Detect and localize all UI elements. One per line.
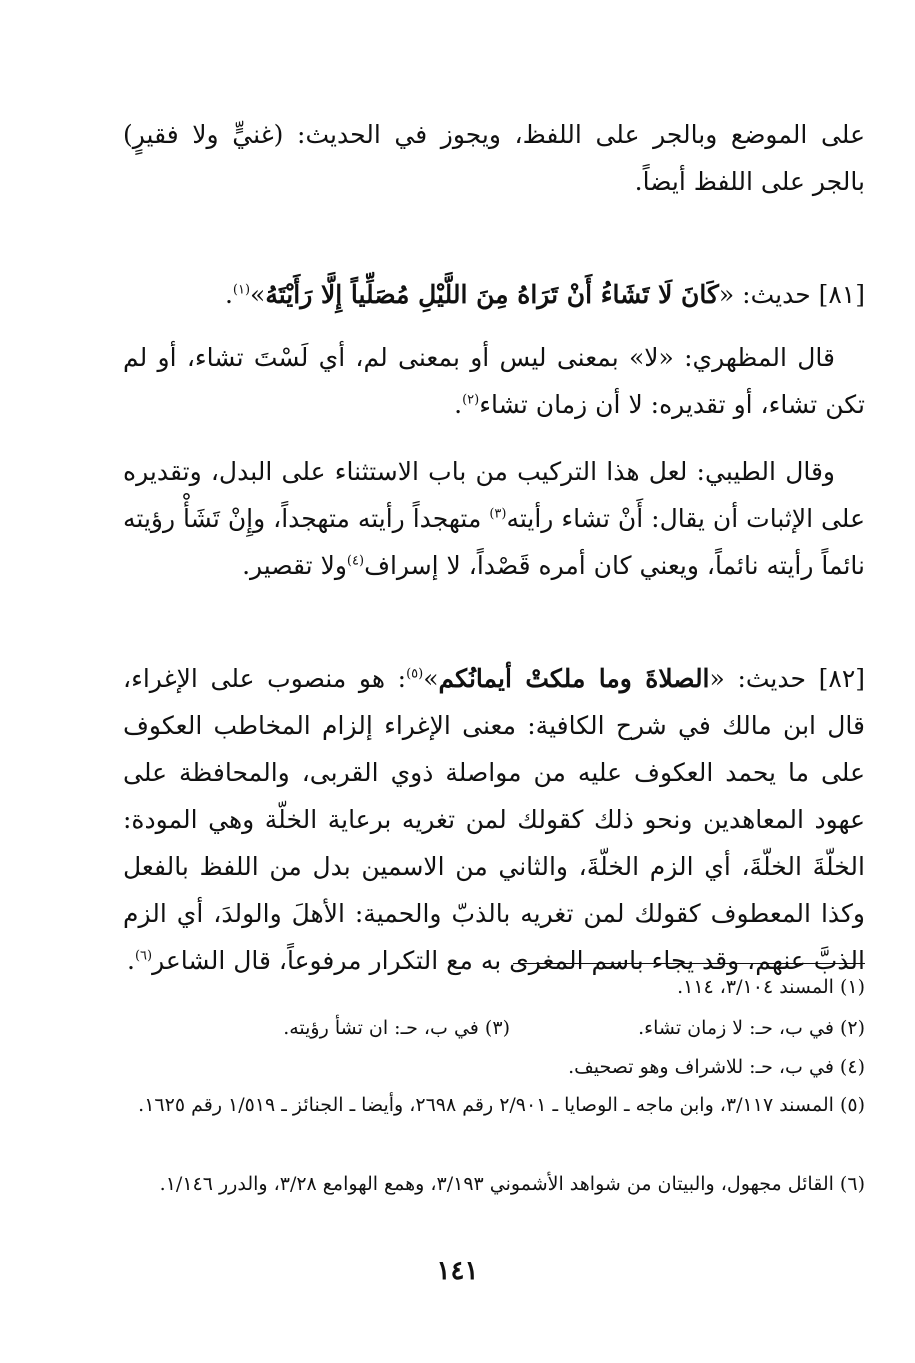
tibi-part1: وقال الطيبي: لعل هذا التركيب من باب الاستثناء على البدل، وتقديره على الإثبات أن يقال: أَنْ تشاء رأيته bbox=[123, 457, 865, 533]
footnote-ref-1: (١) bbox=[232, 282, 251, 298]
footnote-1: (١) المسند ٣/١٠٤، ١١٤. bbox=[677, 976, 865, 998]
paragraph-intro: على الموضع وبالجر على اللفظ، ويجوز في الحديث: (غنيٍّ ولا فقيرٍ) بالجر على اللفظ أيضاً. bbox=[123, 120, 865, 196]
mazhari-tail: . bbox=[454, 390, 463, 419]
paragraph-tibi bbox=[123, 448, 865, 589]
footnote-ref-6: (٦) bbox=[134, 948, 153, 964]
hadith-81-tail: . bbox=[224, 280, 233, 309]
hadith-81-text: كَانَ لَا تَشَاءُ أَنْ تَرَاهُ مِنَ اللَّيْلِ مُصَلِّياً إِلَّا رَأَيْتَهُ bbox=[265, 280, 719, 309]
hadith-82-tail: . bbox=[127, 946, 135, 975]
tibi-part3: ولا تقصير. bbox=[242, 551, 347, 580]
hadith-81 bbox=[123, 271, 865, 318]
footnote-2: (٢) في ب، حـ: لا زمان تشاء. bbox=[638, 1017, 865, 1039]
hadith-81-close: » bbox=[250, 280, 266, 309]
footnote-5: (٥) المسند ٣/١١٧، وابن ماجه ـ الوصايا ـ ٢/٩٠١ رقم ٢٦٩٨، وأيضا ـ الجنائز ـ ١/٥١٩ رقم ١٦٢٥. bbox=[138, 1094, 865, 1116]
hadith-82 bbox=[123, 655, 865, 984]
footnote-ref-5: (٥) bbox=[406, 666, 424, 682]
hadith-82-text: الصلاةَ وما ملكتْ أيمانُكم bbox=[438, 664, 710, 693]
footnote-divider bbox=[513, 963, 865, 964]
hadith-82-body: : هو منصوب على الإغراء، قال ابن مالك في شرح الكافية: معنى الإغراء إلزام المخاطب العكوف على ما يحمد العكوف عليه من مواصلة ذوي القربى، والمحافظة على عهود المعاهدين ونحو ذلك كقولك لمن تغريه برعاية الخلّة وهي المودة: الخلّةَ الخلّةَ، أي الزم الخلّةَ، والثاني من الاسمين بدل من اللفظ بالفعل وكذا المعطوف كقولك لمن تغريه بالذبّ والحمية: الأهلَ والولدَ، أي الزم الذبَّ عنهم، وقد يجاء باسم المغرى به مع التكرار مرفوعاً، قال الشاعر bbox=[123, 664, 865, 975]
footnote-6: (٦) القائل مجهول، والبيتان من شواهد الأشموني ٣/١٩٣، وهمع الهوامع ٣/٢٨، والدرر ١/١٤٦. bbox=[159, 1173, 865, 1195]
paragraph-mazhari bbox=[123, 334, 865, 428]
mazhari-text: قال المظهري: «لا» بمعنى ليس أو بمعنى لم، أي لَسْتَ تشاء، أو لم تكن تشاء، أو تقديره: لا أن زمان تشاء bbox=[123, 343, 865, 419]
hadith-82-close: » bbox=[423, 664, 439, 693]
footnote-ref-4: (٤) bbox=[346, 553, 365, 569]
hadith-82-lead: [٨٢] حديث: « bbox=[709, 664, 866, 693]
page-number: ١٤١ bbox=[436, 1256, 479, 1286]
footnote-ref-2: (٢) bbox=[462, 392, 480, 408]
hadith-81-lead: [٨١] حديث: « bbox=[718, 280, 865, 309]
tibi-part2: متهجداً رأيته متهجداً، وإِنْ تَشَأْ رؤيته نائماً رأيته نائماً، ويعني كان أمره قَصْداً، لا إسراف bbox=[123, 504, 865, 580]
footnote-ref-3: (٣) bbox=[489, 506, 507, 522]
footnote-4: (٤) في ب، حـ: للاشراف وهو تصحيف. bbox=[568, 1056, 865, 1078]
footnote-3: (٣) في ب، حـ: ان تشأ رؤيته. bbox=[283, 1017, 510, 1039]
